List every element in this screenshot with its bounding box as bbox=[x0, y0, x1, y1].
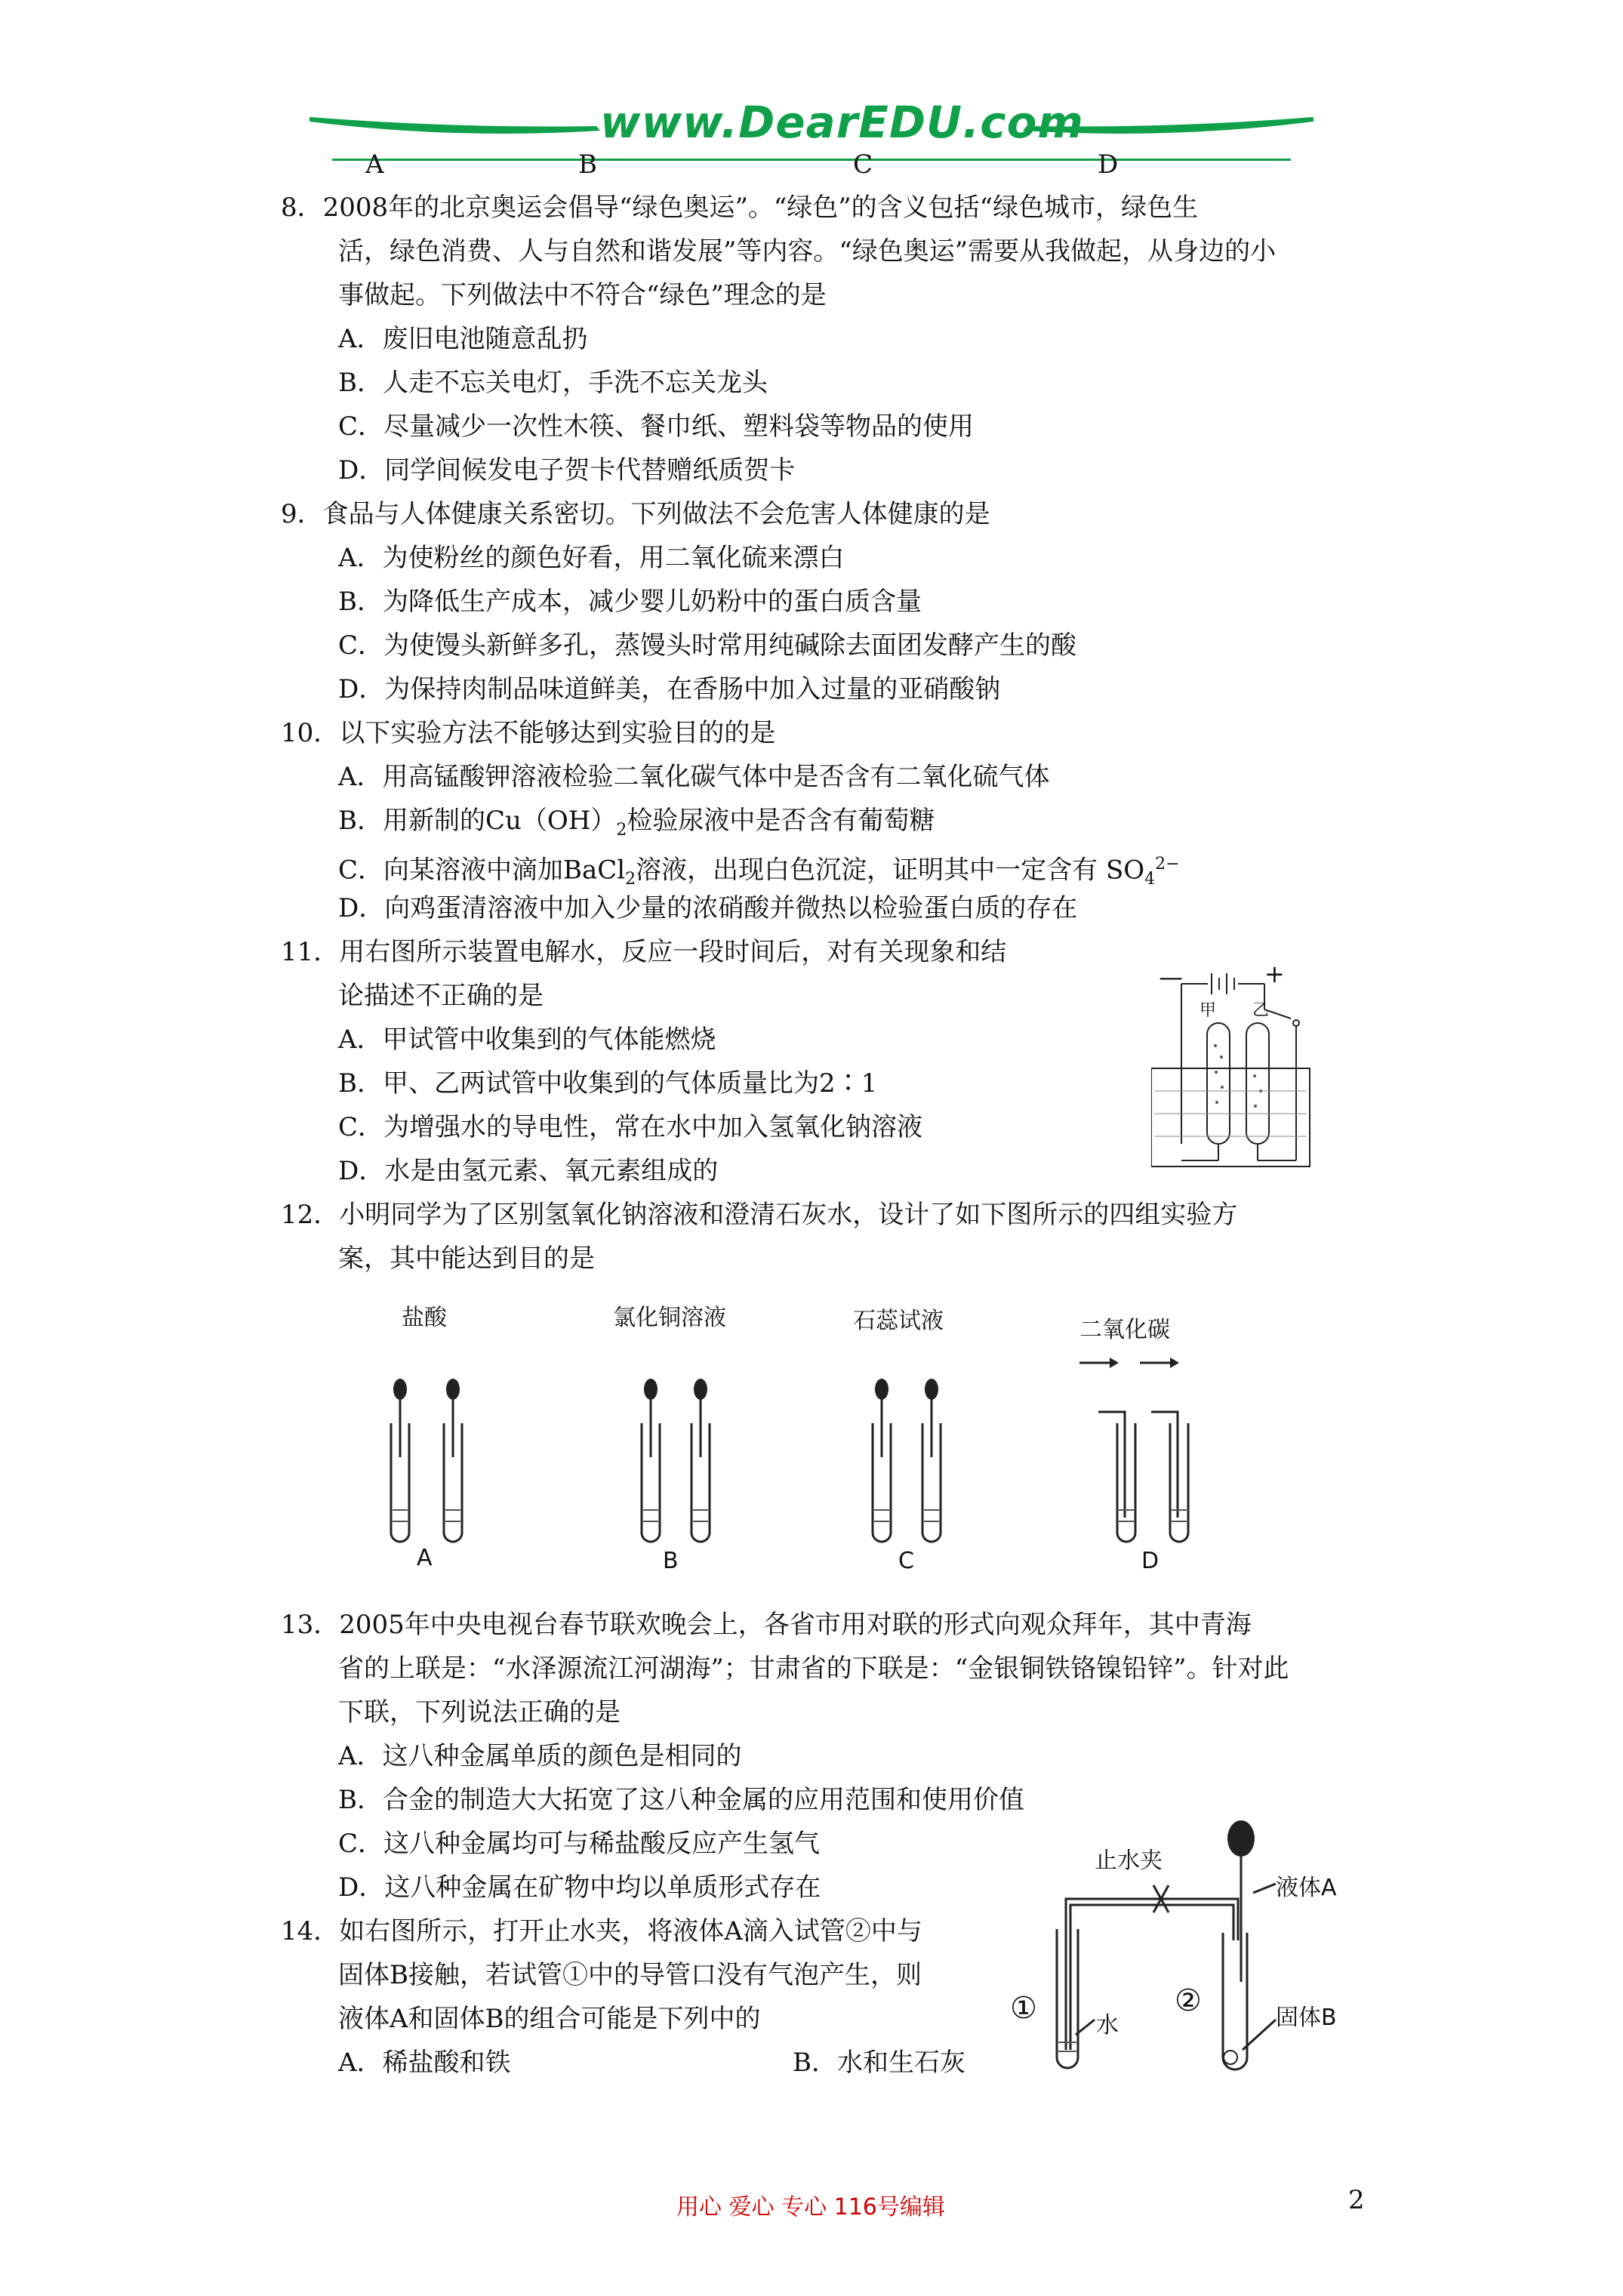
electrolysis-figure bbox=[1151, 960, 1317, 1174]
question-text: 10．以下实验方法不能够达到实验目的的是 bbox=[281, 718, 776, 748]
plus-label: + bbox=[1264, 960, 1285, 988]
choice-a: A．用高锰酸钾溶液检验二氧化碳气体中是否含有二氧化硫气体 bbox=[338, 762, 1050, 792]
choice-d: D．为保持肉制品味道鲜美，在香肠中加入过量的亚硝酸钠 bbox=[338, 674, 1001, 704]
choice-d: D．水是由氢元素、氧元素组成的 bbox=[338, 1156, 719, 1186]
prev-option-a: A bbox=[365, 149, 384, 180]
footer-text: 用心 爱心 专心 116号编辑 bbox=[676, 2194, 945, 2220]
question-text: 案，其中能达到目的是 bbox=[338, 1244, 595, 1274]
question-text: 14．如右图所示，打开止水夹，将液体A滴入试管②中与 bbox=[281, 1916, 922, 1946]
question-text: 9．食品与人体健康关系密切。下列做法不会危害人体健康的是 bbox=[281, 499, 990, 529]
tube-1-label: ① bbox=[1010, 1991, 1037, 2026]
solid-b-label: 固体B bbox=[1276, 2005, 1337, 2031]
choice-c: C．这八种金属均可与稀盐酸反应产生氢气 bbox=[338, 1829, 821, 1859]
choice-a: A．甲试管中收集到的气体能燃烧 bbox=[338, 1025, 716, 1055]
gas-apparatus-figure bbox=[981, 1808, 1344, 2080]
choice-c: C．向某溶液中滴加BaCl$_2$溶液，出现白色沉淀，证明其中一定含有 $SO_4^{2-}$ bbox=[338, 855, 1180, 889]
reagent-label: 石蕊试液 bbox=[853, 1308, 944, 1334]
test-tubes-icon bbox=[355, 1284, 1261, 1570]
choice-a: A．稀盐酸和铁 bbox=[338, 2048, 511, 2078]
choice-b: B．甲、乙两试管中收集到的气体质量比为2∶1 bbox=[338, 1068, 878, 1099]
question-text: 液体A和固体B的组合可能是下列中的 bbox=[338, 2004, 761, 2034]
option-label-b: B bbox=[663, 1548, 679, 1574]
option-label-a: A bbox=[417, 1545, 433, 1571]
question-text: 固体B接触，若试管①中的导管口没有气泡产生，则 bbox=[338, 1960, 922, 1990]
water-label: 水 bbox=[1096, 2012, 1119, 2039]
reagent-label: 盐酸 bbox=[402, 1305, 447, 1331]
clamp-label: 止水夹 bbox=[1095, 1848, 1163, 1874]
question-text: 下联，下列说法正确的是 bbox=[338, 1697, 621, 1727]
electrolysis-apparatus-icon bbox=[1151, 963, 1317, 1174]
choice-d: D．同学间候发电子贺卡代替赠纸质贺卡 bbox=[338, 455, 796, 485]
test-tube-figure bbox=[355, 1284, 1261, 1574]
choice-c: C．尽量减少一次性木筷、餐巾纸、塑料袋等物品的使用 bbox=[338, 411, 975, 442]
reagent-label: 氯化铜溶液 bbox=[613, 1305, 726, 1331]
question-text: 省的上联是：“水泽源流江河湖海”；甘肃省的下联是：“金银铜铁铬镍铅锌”。针对此 bbox=[338, 1653, 1289, 1684]
question-text: 8．2008年的北京奥运会倡导“绿色奥运”。“绿色”的含义包括“绿色城市，绿色生 bbox=[281, 193, 1199, 223]
gas-apparatus-icon bbox=[981, 1808, 1344, 2080]
choice-a: A．为使粉丝的颜色好看，用二氧化硫来漂白 bbox=[338, 543, 845, 573]
tube-jia-label: 甲 bbox=[1200, 1001, 1217, 1020]
minus-label: — bbox=[1159, 963, 1183, 991]
question-text: 12．小明同学为了区别氢氧化钠溶液和澄清石灰水，设计了如下图所示的四组实验方 bbox=[281, 1200, 1238, 1230]
prev-option-c: C bbox=[853, 149, 873, 180]
option-label-d: D bbox=[1141, 1548, 1160, 1574]
page-number: 2 bbox=[1348, 2185, 1365, 2215]
option-label-c: C bbox=[898, 1548, 914, 1574]
choice-d: D．这八种金属在矿物中均以单质形式存在 bbox=[338, 1872, 821, 1903]
tube-2-label: ② bbox=[1175, 1983, 1202, 2018]
choice-c: C．为使馒头新鲜多孔，蒸馒头时常用纯碱除去面团发酵产生的酸 bbox=[338, 630, 1077, 661]
choice-b: B．为降低生产成本，减少婴儿奶粉中的蛋白质含量 bbox=[338, 587, 922, 617]
choice-b: B．人走不忘关电灯，手洗不忘关龙头 bbox=[338, 368, 768, 398]
liquid-a-label: 液体A bbox=[1276, 1875, 1337, 1901]
question-text: 论描述不正确的是 bbox=[338, 981, 544, 1011]
question-text: 13．2005年中央电视台春节联欢晚会上，各省市用对联的形式向观众拜年，其中青海 bbox=[281, 1610, 1252, 1640]
question-text: 11．用右图所示装置电解水，反应一段时间后，对有关现象和结 bbox=[281, 937, 1007, 967]
reagent-label: 二氧化碳 bbox=[1079, 1317, 1170, 1343]
prev-option-b: B bbox=[578, 149, 597, 180]
choice-a: A．这八种金属单质的颜色是相同的 bbox=[338, 1741, 742, 1771]
choice-c: C．为增强水的导电性，常在水中加入氢氧化钠溶液 bbox=[338, 1112, 923, 1142]
tube-yi-label: 乙 bbox=[1252, 1001, 1270, 1020]
question-text: 事做起。下列做法中不符合“绿色”理念的是 bbox=[338, 280, 827, 310]
choice-b: B．合金的制造大大拓宽了这八种金属的应用范围和使用价值 bbox=[338, 1785, 1024, 1815]
logo-text: www.DearEDU.com bbox=[600, 97, 1084, 148]
prev-option-d: D bbox=[1098, 149, 1119, 180]
question-text: 活，绿色消费、人与自然和谐发展”等内容。“绿色奥运”需要从我做起，从身边的小 bbox=[338, 236, 1277, 267]
choice-b: B．水和生石灰 bbox=[793, 2048, 965, 2078]
choice-a: A．废旧电池随意乱扔 bbox=[338, 324, 588, 354]
choice-b: B．用新制的$Cu(OH)_2$检验尿液中是否含有葡萄糖 bbox=[338, 806, 935, 840]
choice-d: D．向鸡蛋清溶液中加入少量的浓硝酸并微热以检验蛋白质的存在 bbox=[338, 893, 1078, 923]
